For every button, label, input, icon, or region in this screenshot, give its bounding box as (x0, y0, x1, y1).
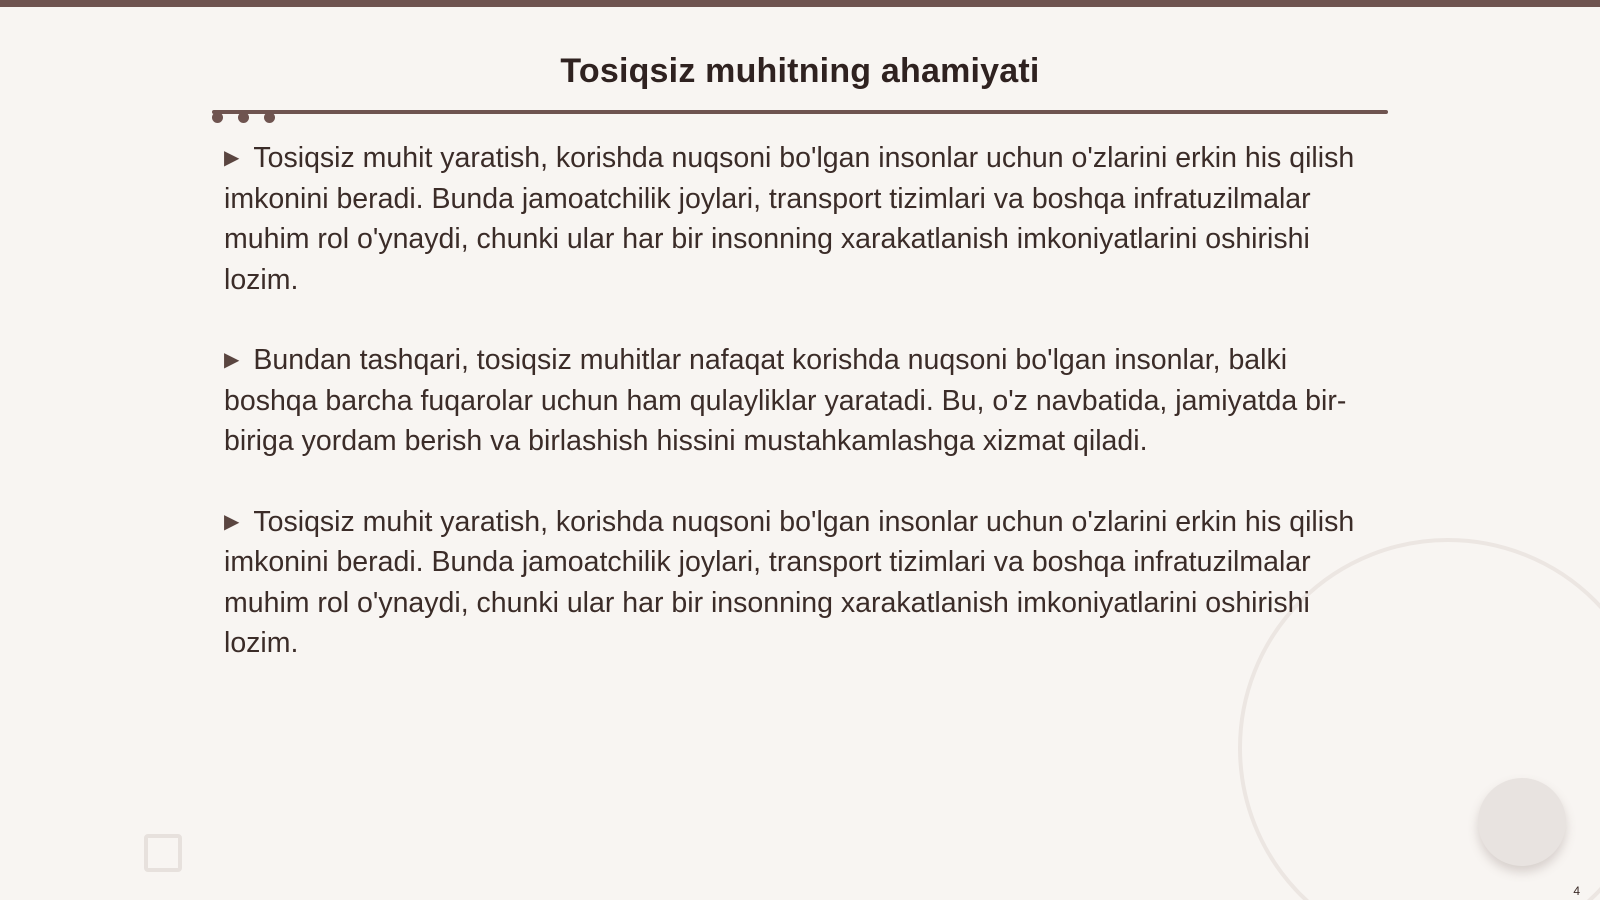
top-accent-bar (0, 0, 1600, 7)
dot-icon (264, 112, 275, 123)
decorative-circle (1478, 778, 1566, 866)
title-underline (212, 110, 1388, 114)
decorative-square (144, 834, 182, 872)
page-number: 4 (1573, 884, 1580, 898)
triangle-bullet-icon: ▶ (224, 349, 240, 371)
slide-title: Tosiqsiz muhitning ahamiyati (560, 52, 1040, 90)
triangle-bullet-icon: ▶ (224, 510, 240, 533)
bullet-paragraph-3 (224, 502, 1384, 664)
dot-icon (212, 112, 223, 123)
title-dots-decoration (212, 112, 275, 124)
bullet-paragraph-1 (224, 138, 1384, 300)
slide-body (224, 138, 1384, 704)
paragraph-text: Tosiqsiz muhit yaratish, korishda nuqsoni bo'lgan insonlar uchun o'zlarini erkin his qilish imkonini beradi. Bunda jamoatchilik joylari, transport tizimlari va boshqa infratuzilmalar muhim rol o'ynaydi, chunki ular har bir insonning xarakatlanish imkoniyatlarini oshirishi lozim. (224, 505, 1355, 659)
paragraph-text: Tosiqsiz muhit yaratish, korishda nuqsoni bo'lgan insonlar uchun o'zlarini erkin his qilish imkonini beradi. Bunda jamoatchilik joylari, transport tizimlari va boshqa infratuzilmalar muhim rol o'ynaydi, chunki ular har bir insonning xarakatlanish imkoniyatlarini oshirishi lozim. (224, 142, 1355, 296)
dot-icon (238, 112, 249, 123)
paragraph-text: Bundan tashqari, tosiqsiz muhitlar nafaqat korishda nuqsoni bo'lgan insonlar, balki boshqa barcha fuqarolar uchun ham qulayliklar yaratadi. Bu, o'z navbatida, jamiyatda bir-biriga yordam berish va birlashish hissini mustahkamlashga xizmat qiladi. (224, 344, 1347, 457)
bullet-paragraph-2 (224, 340, 1384, 462)
triangle-bullet-icon: ▶ (224, 147, 240, 169)
